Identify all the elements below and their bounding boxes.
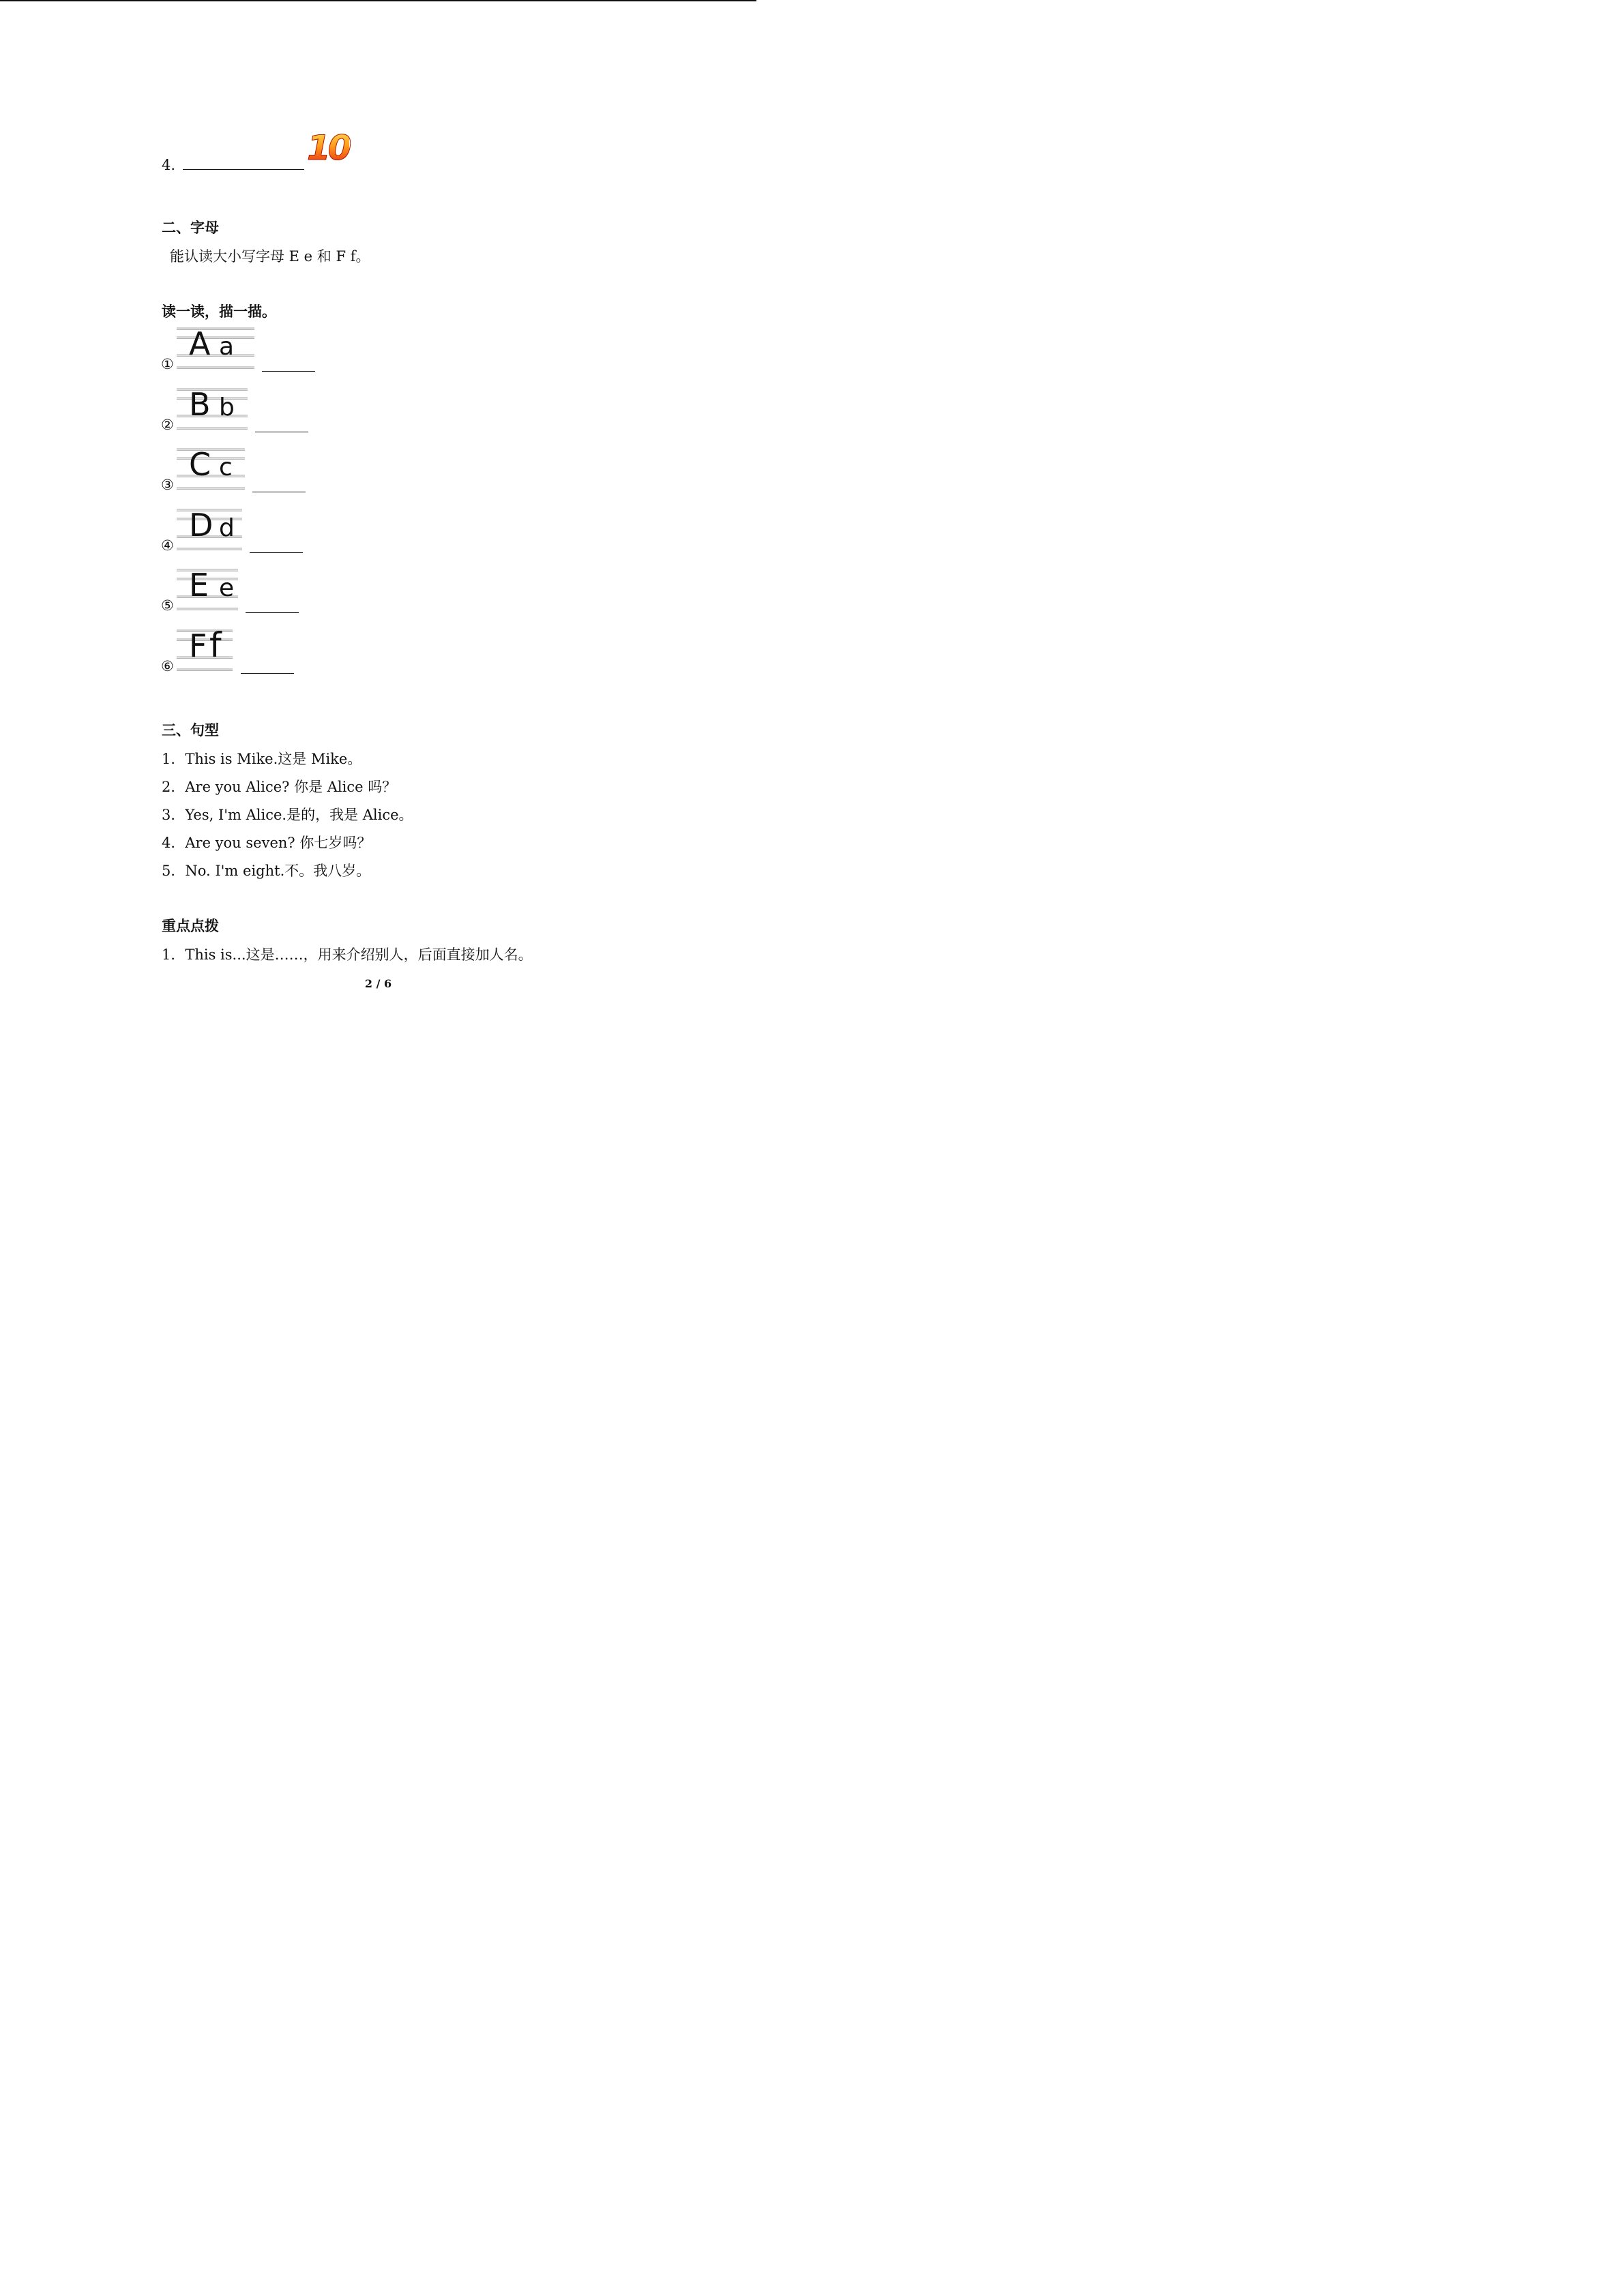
letter-tracing-grid [177, 387, 248, 430]
letter-answer-blank[interactable] [246, 612, 299, 613]
letter-tracing-grid [177, 507, 242, 551]
letter-tracing-grid [177, 447, 245, 490]
letter-tracing-grid [177, 567, 238, 611]
uppercase-letter: F [189, 627, 207, 664]
uppercase-letter: D [189, 507, 213, 543]
letter-item-marker: ③ [161, 477, 174, 493]
number-ten-image: 10 [307, 128, 349, 168]
sentence-item: 3．Yes, I'm Alice.是的，我是 Alice。 [162, 807, 413, 823]
letters-heading: 二、字母 [162, 219, 219, 236]
uppercase-letter: E [189, 567, 209, 603]
sentence-item: 1．This is Mike.这是 Mike。 [162, 751, 362, 767]
letter-tracing-grid [177, 326, 254, 370]
letter-item-marker: ② [161, 416, 174, 433]
lowercase-letter: d [219, 513, 235, 542]
letter-item-marker: ④ [161, 537, 174, 554]
uppercase-letter: B [189, 386, 211, 423]
uppercase-letter: C [189, 447, 211, 483]
letters-intro: 能认读大小写字母 E e 和 F f。 [170, 248, 370, 265]
tip-item: 1．This is...这是……，用来介绍别人，后面直接加人名。 [162, 946, 533, 963]
tips-heading: 重点点拨 [162, 917, 219, 934]
letter-answer-blank[interactable] [250, 552, 303, 553]
sentence-item: 4．Are you seven? 你七岁吗？ [162, 835, 372, 851]
letter-tracing-grid [177, 628, 233, 672]
letter-item-marker: ⑤ [161, 597, 174, 614]
page-top-border [0, 0, 756, 1]
lowercase-letter: b [219, 393, 235, 421]
letter-answer-blank[interactable] [262, 371, 315, 372]
sentence-item: 5．No. I'm eight.不。我八岁。 [162, 863, 371, 879]
letter-item-marker: ① [161, 356, 174, 372]
lowercase-letter: c [219, 453, 233, 481]
question-4-label: 4. [162, 157, 176, 173]
question-4 [162, 157, 304, 173]
lowercase-letter: f [209, 627, 222, 665]
question-4-blank[interactable] [183, 168, 304, 170]
sentence-item: 2．Are you Alice? 你是 Alice 吗？ [162, 779, 397, 795]
uppercase-letter: A [189, 326, 211, 362]
sentences-heading: 三、句型 [162, 721, 219, 739]
letter-item-marker: ⑥ [161, 657, 174, 674]
letter-answer-blank[interactable] [241, 673, 294, 674]
lowercase-letter: a [219, 333, 235, 361]
letters-task: 读一读，描一描。 [162, 303, 276, 320]
page-number: 2 / 6 [364, 977, 392, 990]
lowercase-letter: e [219, 574, 235, 602]
